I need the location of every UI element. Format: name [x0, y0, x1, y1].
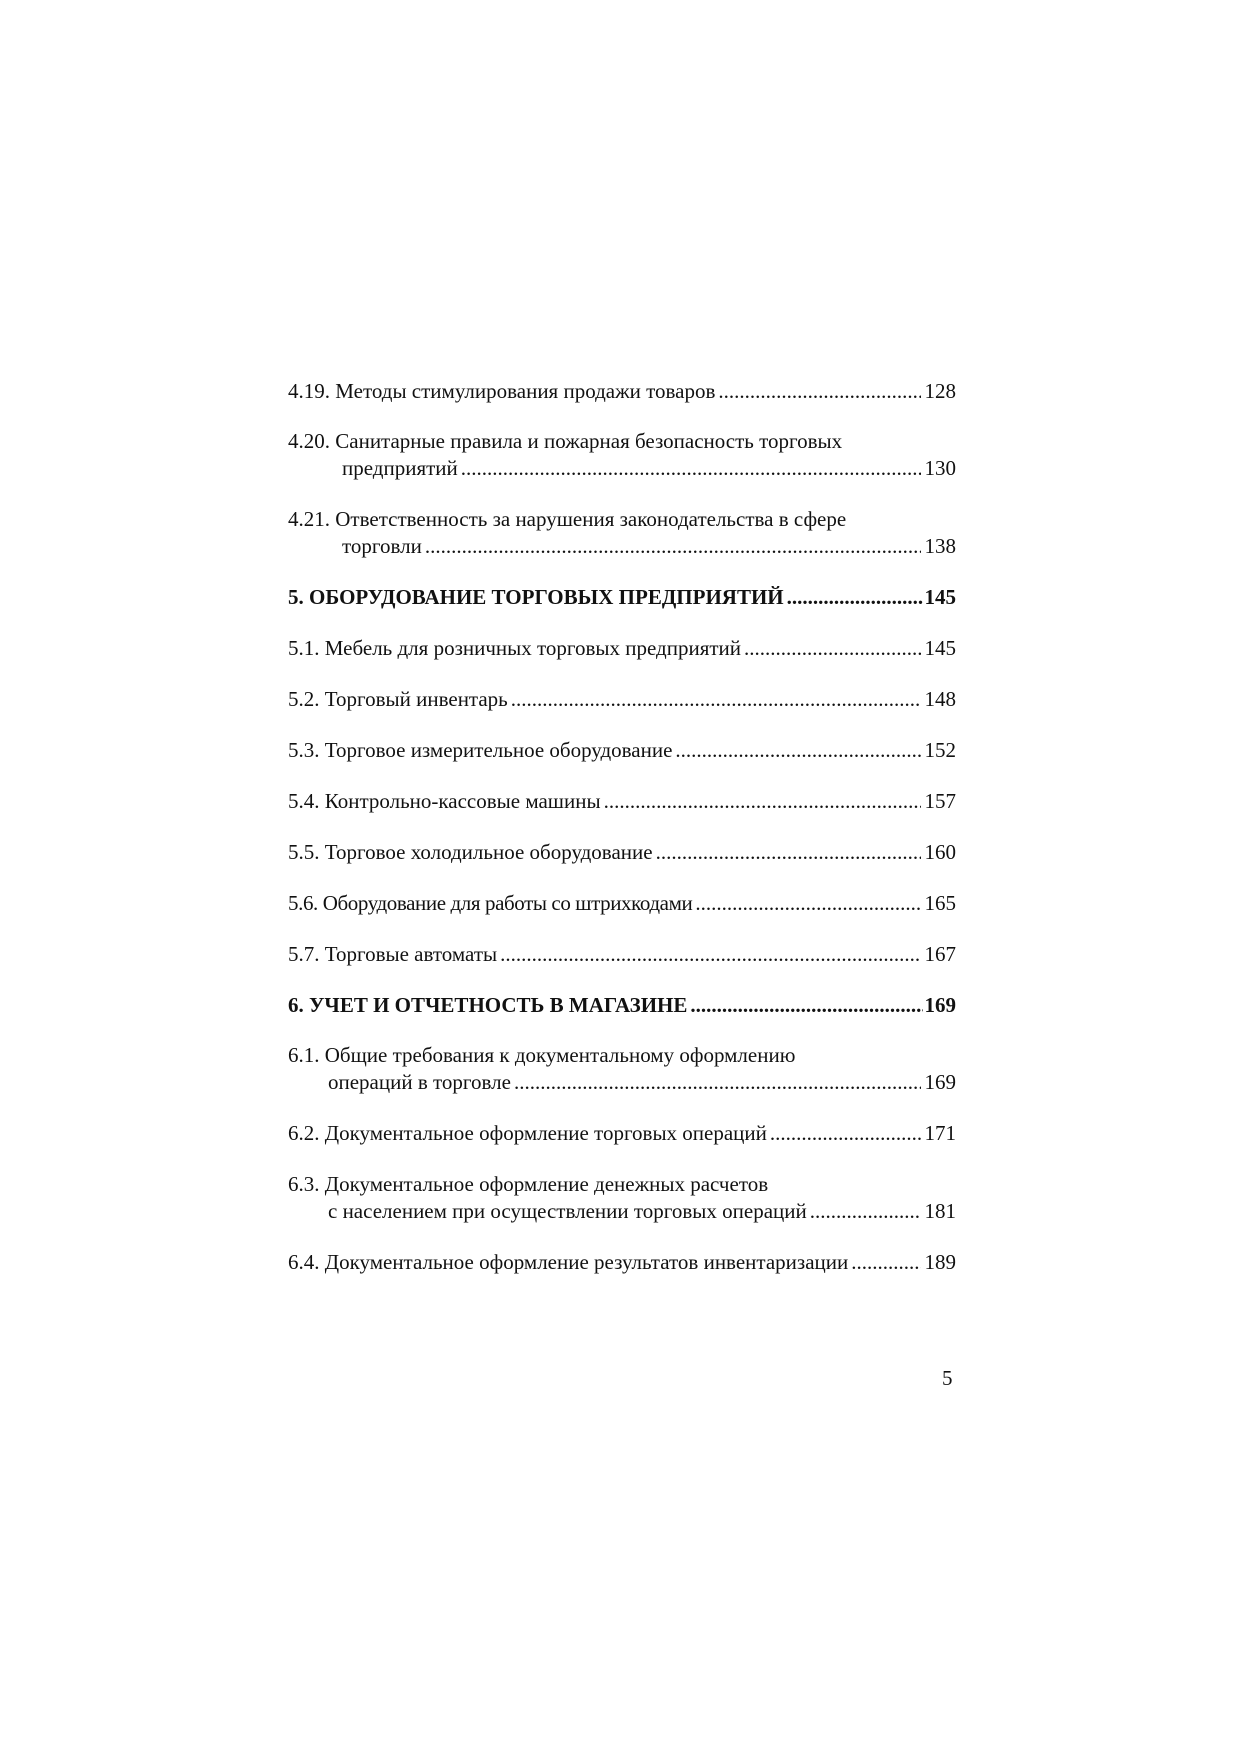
page-number: 5	[942, 1366, 953, 1390]
toc-entry-title: 5.4. Контрольно-кассовые машины	[288, 789, 601, 813]
toc-entry-5-2	[288, 686, 956, 713]
dot-leader	[656, 839, 921, 866]
dot-leader	[787, 584, 923, 611]
toc-page-number: 152	[924, 738, 956, 762]
toc-page-number: 145	[924, 585, 956, 609]
toc-entry-title: 6.2. Документальное оформление торговых операций	[288, 1121, 767, 1145]
toc-page-number: 157	[924, 789, 956, 813]
toc-page-number: 128	[924, 379, 956, 403]
toc-entry-title: 5.6. Оборудование для работы со штрихкодами	[288, 891, 693, 915]
toc-entry-4-21	[288, 506, 956, 560]
dot-leader	[604, 788, 921, 815]
toc-chapter-6	[288, 992, 956, 1019]
toc-entry-5-3	[288, 737, 956, 764]
toc-entry-4-20	[288, 428, 956, 482]
toc-entry-title: 6.3. Документальное оформление денежных расчетов	[288, 1172, 769, 1196]
toc-entry-5-5	[288, 839, 956, 866]
dot-leader	[695, 890, 920, 917]
toc-entry-4-19	[288, 378, 956, 405]
dot-leader	[851, 1249, 920, 1276]
toc-page-number: 148	[924, 687, 956, 711]
toc-page-number: 169	[924, 993, 956, 1017]
toc-entry-5-4	[288, 788, 956, 815]
toc-entry-title: 4.21. Ответственность за нарушения законодательства в сфере	[288, 507, 847, 531]
toc-page-number: 165	[924, 891, 956, 915]
dot-leader	[425, 533, 921, 560]
toc-entry-title-cont: торговли	[342, 534, 422, 558]
toc-entry-title: 5.2. Торговый инвентарь	[288, 687, 508, 711]
dot-leader	[718, 378, 920, 405]
toc-entry-title: 5.1. Мебель для розничных торговых предприятий	[288, 636, 742, 660]
dot-leader	[770, 1120, 921, 1147]
toc-page-number: 181	[924, 1199, 956, 1223]
toc-entry-title: 4.20. Санитарные правила и пожарная безопасность торговых	[288, 429, 843, 453]
toc-entry-5-1	[288, 635, 956, 662]
toc-page-number: 189	[924, 1250, 956, 1274]
toc-entry-title-cont: предприятий	[342, 456, 458, 480]
dot-leader	[461, 455, 921, 482]
toc-entry-title: 6.1. Общие требования к документальному оформлению	[288, 1043, 796, 1067]
dot-leader	[810, 1198, 921, 1225]
dot-leader	[514, 1069, 921, 1096]
toc-entry-title-cont: с населением при осуществлении торговых операций	[328, 1199, 807, 1223]
toc-entry-6-4	[288, 1249, 956, 1276]
dot-leader	[744, 635, 920, 662]
toc-entry-title: 4.19. Методы стимулирования продажи товаров	[288, 379, 716, 403]
toc-page-number: 167	[924, 942, 956, 966]
toc-page-number: 130	[924, 456, 956, 480]
dot-leader	[511, 686, 921, 713]
toc-page-number: 171	[924, 1121, 956, 1145]
toc-chapter-5	[288, 584, 956, 611]
toc-entry-title: 5.7. Торговые автоматы	[288, 942, 498, 966]
dot-leader	[675, 737, 920, 764]
toc-entry-6-2	[288, 1120, 956, 1147]
toc-chapter-title: 5. ОБОРУДОВАНИЕ ТОРГОВЫХ ПРЕДПРИЯТИЙ	[288, 585, 784, 609]
toc-page-number: 138	[924, 534, 956, 558]
dot-leader	[690, 992, 922, 1019]
toc-page-number: 145	[924, 636, 956, 660]
toc-chapter-title: 6. УЧЕТ И ОТЧЕТНОСТЬ В МАГАЗИНЕ	[288, 993, 688, 1017]
toc-page-number: 160	[924, 840, 956, 864]
toc-entry-6-3	[288, 1171, 956, 1225]
toc-entry-5-6	[288, 890, 956, 917]
toc-entry-5-7	[288, 941, 956, 968]
toc-entry-title: 5.5. Торговое холодильное оборудование	[288, 840, 653, 864]
toc-entry-title: 6.4. Документальное оформление результатов инвентаризации	[288, 1250, 849, 1274]
toc-entry-title: 5.3. Торговое измерительное оборудование	[288, 738, 673, 762]
toc-entry-6-1	[288, 1042, 956, 1096]
dot-leader	[500, 941, 920, 968]
toc-page-number: 169	[924, 1070, 956, 1094]
toc-entry-title-cont: операций в торговле	[328, 1070, 511, 1094]
